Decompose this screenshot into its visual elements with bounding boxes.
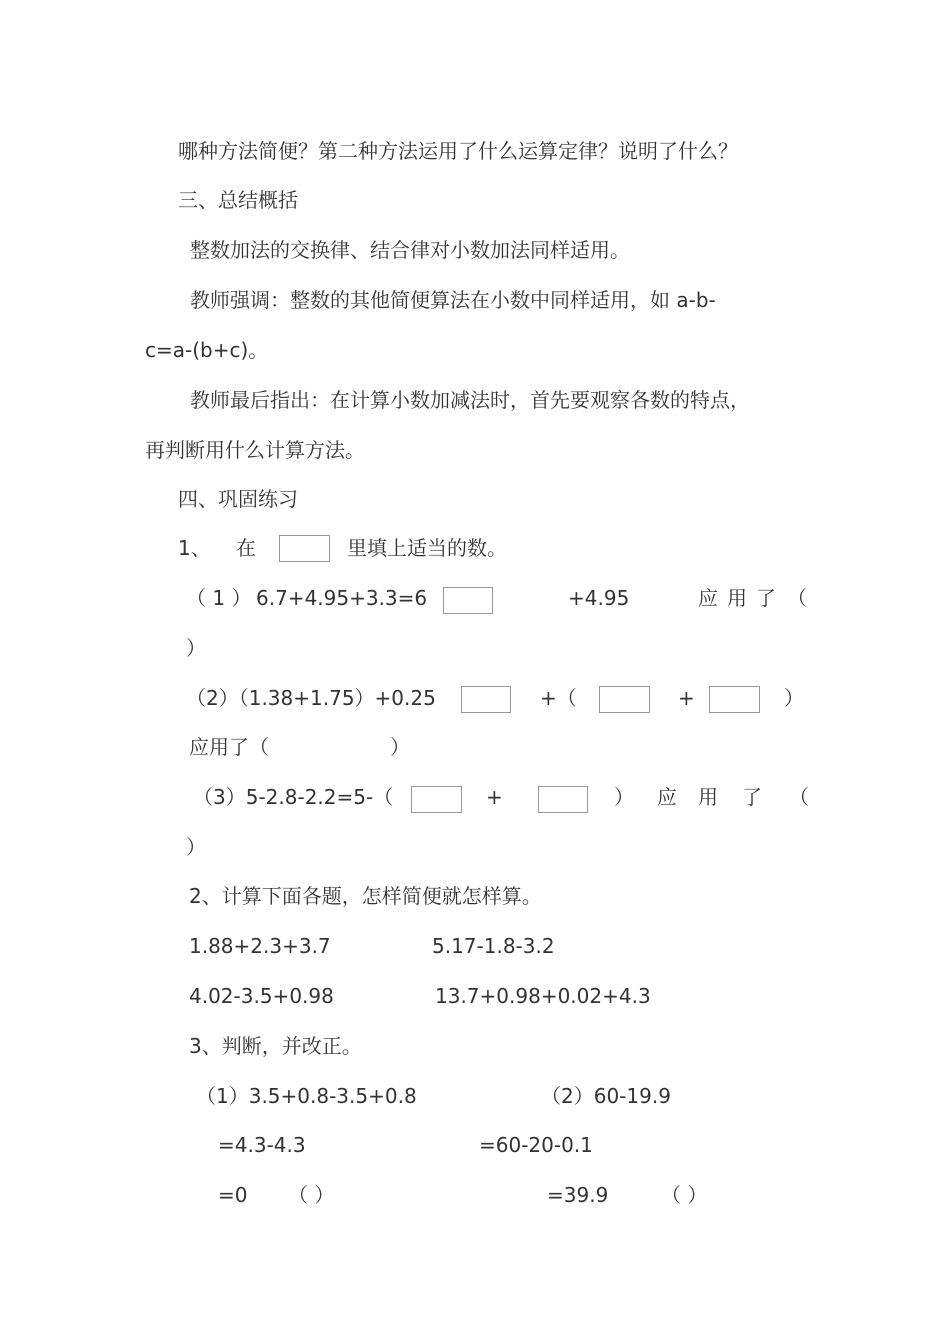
text-char: ）	[186, 835, 206, 859]
answer-box[interactable]	[538, 786, 588, 813]
text-char: ）	[186, 636, 206, 660]
answer-box[interactable]	[461, 686, 511, 713]
text-char: 用	[698, 785, 718, 809]
expression: +	[678, 686, 695, 710]
expression: =39.9	[547, 1183, 609, 1207]
text-char: ）	[390, 735, 410, 759]
expression: （1）3.5+0.8-3.5+0.8	[196, 1084, 417, 1108]
text-line: 教师最后指出：在计算小数加减法时，首先要观察各数的特点，	[190, 388, 750, 412]
text-line: c=a-(b+c)。	[145, 338, 269, 362]
question-title: 2、计算下面各题，怎样简便就怎样算。	[189, 884, 542, 908]
text-line: 再判断用什么计算方法。	[145, 438, 365, 462]
text-char: ）	[784, 686, 804, 710]
text-char: （	[787, 586, 807, 610]
answer-box[interactable]	[279, 535, 330, 562]
text-line: 在	[236, 536, 256, 560]
expression: 1.88+2.3+3.7	[189, 934, 331, 958]
text-char: 了	[756, 586, 776, 610]
expression: 5.17-1.8-3.2	[432, 934, 555, 958]
expression: +（	[540, 686, 577, 710]
expression: =60-20-0.1	[479, 1133, 593, 1157]
expression: +4.95	[568, 586, 630, 610]
judgement-parens: （ ）	[661, 1183, 708, 1207]
expression: 6.7+4.95+3.3=6	[256, 586, 428, 610]
expression: +	[486, 785, 503, 809]
expression: 13.7+0.98+0.02+4.3	[435, 984, 651, 1008]
section-heading: 三、总结概括	[178, 188, 298, 212]
judgement-parens: （ ）	[288, 1183, 335, 1207]
expression: =4.3-4.3	[218, 1133, 306, 1157]
expression: =0	[218, 1183, 248, 1207]
sub-question-label: （ 1 ）	[186, 586, 252, 610]
text-char: 应	[698, 586, 718, 610]
section-heading: 四、巩固练习	[178, 487, 298, 511]
answer-box[interactable]	[411, 786, 462, 813]
answer-box[interactable]	[599, 686, 650, 713]
expression: 4.02-3.5+0.98	[189, 984, 334, 1008]
expression: （2）60-19.9	[541, 1084, 671, 1108]
text-line: 里填上适当的数。	[347, 536, 507, 560]
expression: （3）5-2.8-2.2=5-（	[193, 785, 394, 809]
answer-box[interactable]	[443, 587, 493, 614]
expression: （2）（1.38+1.75）+0.25	[186, 686, 436, 710]
answer-box[interactable]	[709, 686, 760, 713]
text-line: 应用了（	[189, 735, 269, 759]
text-line: 哪种方法简便？第二种方法运用了什么运算定律？说明了什么？	[178, 139, 738, 163]
question-title: 3、判断，并改正。	[189, 1034, 362, 1058]
text-char: 了	[742, 785, 762, 809]
text-char: 应	[657, 785, 677, 809]
question-number: 1、	[178, 536, 211, 560]
text-char: 用	[727, 586, 747, 610]
text-line: 整数加法的交换律、结合律对小数加法同样适用。	[190, 238, 630, 262]
text-char: ）	[614, 785, 634, 809]
text-line: 教师强调：整数的其他简便算法在小数中同样适用，如 a-b-	[190, 288, 716, 312]
text-char: （	[789, 785, 809, 809]
